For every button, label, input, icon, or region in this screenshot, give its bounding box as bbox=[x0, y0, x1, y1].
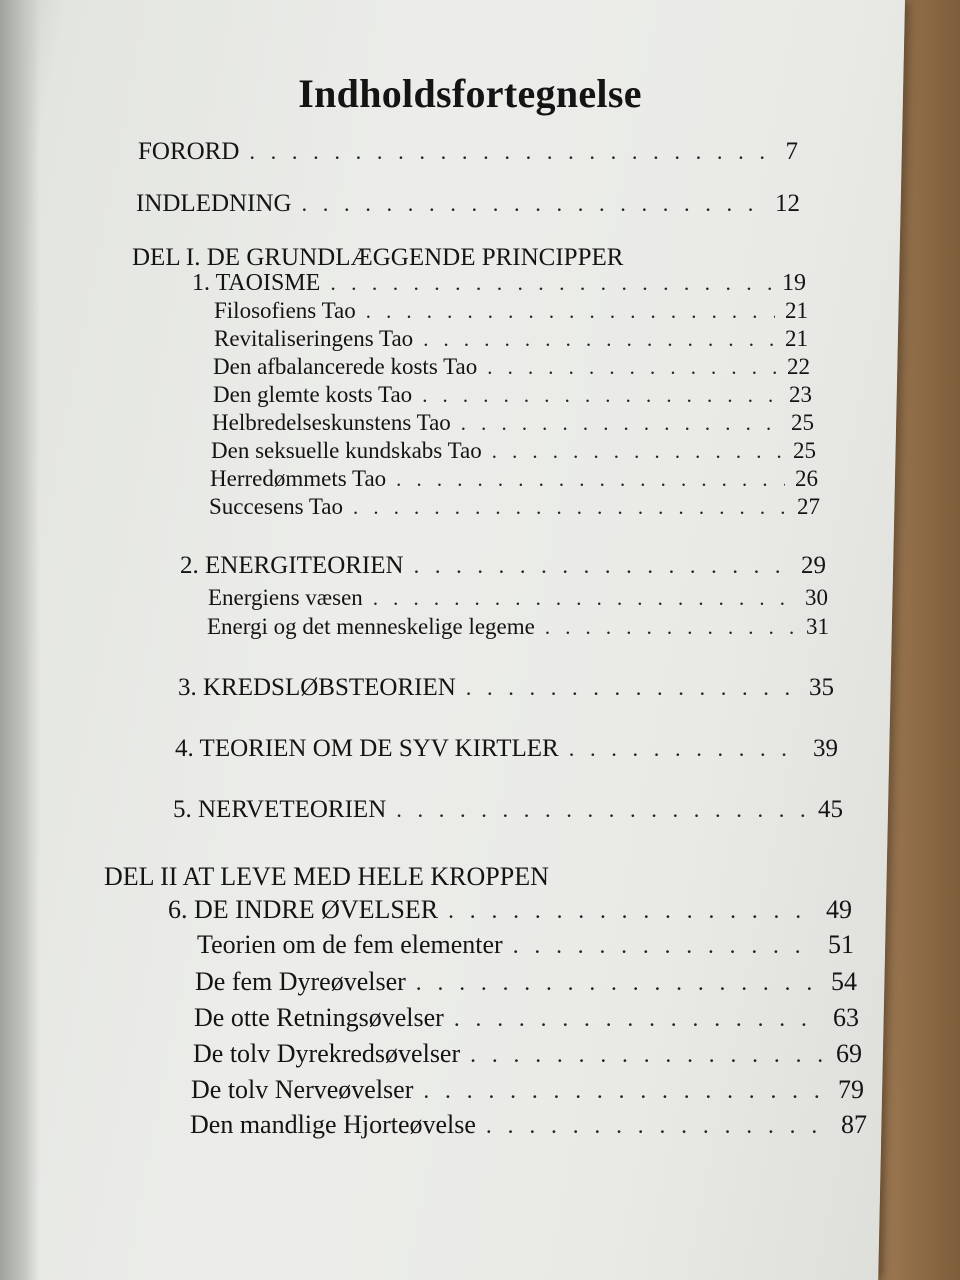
toc-entry-label: Succesens Tao bbox=[209, 494, 344, 519]
leader-dots bbox=[466, 675, 799, 701]
leader-dots bbox=[513, 933, 818, 960]
leader-dots bbox=[249, 139, 775, 165]
toc-page-number: 21 bbox=[785, 298, 808, 323]
toc-subentry bbox=[213, 382, 812, 408]
toc-page-number: 25 bbox=[791, 410, 814, 435]
toc-page-number: 26 bbox=[795, 466, 818, 491]
toc-chapter-3 bbox=[178, 674, 834, 702]
toc-page-number: 35 bbox=[809, 674, 834, 701]
toc-page-number: 19 bbox=[782, 270, 806, 296]
toc-subentry bbox=[214, 326, 808, 352]
toc-page-number: 63 bbox=[833, 1003, 859, 1032]
part-heading-2: DEL II AT LEVE MED HELE KROPPEN bbox=[104, 862, 549, 891]
leader-dots bbox=[396, 797, 808, 823]
toc-entry-label: Teorien om de fem elementer bbox=[197, 930, 503, 959]
leader-dots bbox=[330, 271, 772, 296]
toc-entry-label: 4. TEORIEN OM DE SYV KIRTLER bbox=[175, 735, 559, 762]
leader-dots bbox=[423, 329, 775, 352]
toc-entry-label: Filosofiens Tao bbox=[214, 298, 356, 323]
toc-subentry bbox=[213, 354, 810, 380]
toc-chapter-1 bbox=[192, 270, 806, 297]
leader-dots bbox=[545, 617, 796, 640]
toc-entry-label: De otte Retningsøvelser bbox=[194, 1003, 444, 1032]
toc-subentry bbox=[207, 614, 829, 640]
toc-page-number: 31 bbox=[806, 614, 829, 639]
leader-dots bbox=[486, 1113, 831, 1140]
toc-page-number: 51 bbox=[828, 930, 854, 959]
toc-subentry bbox=[190, 1110, 867, 1140]
leader-dots bbox=[302, 191, 765, 217]
toc-subentry bbox=[208, 585, 828, 611]
toc-page-number: 25 bbox=[793, 438, 816, 463]
toc-entry-label: FORORD bbox=[138, 138, 240, 165]
leader-dots bbox=[448, 898, 816, 925]
toc-subentry bbox=[193, 1039, 862, 1069]
toc-entry-label: Herredømmets Tao bbox=[210, 466, 387, 491]
leader-dots bbox=[416, 970, 821, 997]
toc-entry-label: Den seksuelle kundskabs Tao bbox=[211, 438, 482, 463]
toc-subentry bbox=[197, 930, 854, 960]
toc-subentry bbox=[194, 1003, 859, 1033]
leader-dots bbox=[396, 469, 785, 492]
leader-dots bbox=[366, 301, 775, 324]
toc-page-number: 21 bbox=[785, 326, 808, 351]
toc-entry-label: De tolv Dyrekredsøvelser bbox=[193, 1039, 461, 1068]
toc-entry-label: Den glemte kosts Tao bbox=[213, 382, 413, 407]
leader-dots bbox=[414, 553, 791, 579]
toc-page-number: 79 bbox=[838, 1075, 864, 1104]
toc-entry-label: Den afbalancerede kosts Tao bbox=[213, 354, 478, 379]
toc-entry-label: 1. TAOISME bbox=[192, 270, 321, 296]
toc-page-number: 23 bbox=[789, 382, 812, 407]
leader-dots bbox=[470, 1042, 826, 1069]
toc-entry-forord bbox=[138, 138, 798, 166]
toc-entry-label: De tolv Nerveøvelser bbox=[191, 1075, 414, 1104]
toc-entry-indledning bbox=[136, 190, 800, 218]
toc-page-number: 54 bbox=[831, 967, 857, 996]
part-heading-1: DEL I. DE GRUNDLÆGGENDE PRINCIPPER bbox=[132, 244, 624, 271]
leader-dots bbox=[461, 413, 781, 436]
leader-dots bbox=[423, 1078, 828, 1105]
toc-entry-label: 6. DE INDRE ØVELSER bbox=[168, 895, 439, 924]
leader-dots bbox=[492, 441, 783, 464]
toc-chapter-2 bbox=[180, 552, 826, 580]
toc-entry-label: Helbredelseskunstens Tao bbox=[212, 410, 451, 435]
toc-subentry bbox=[210, 466, 818, 492]
leader-dots bbox=[454, 1006, 823, 1033]
toc-subentry bbox=[212, 410, 814, 436]
toc-subentry bbox=[195, 967, 857, 997]
leader-dots bbox=[569, 736, 803, 762]
toc-entry-label: INDLEDNING bbox=[136, 190, 292, 217]
toc-page-number: 27 bbox=[797, 494, 820, 519]
toc-page-number: 30 bbox=[805, 585, 828, 610]
toc-entry-label: 2. ENERGITEORIEN bbox=[180, 552, 404, 579]
leader-dots bbox=[373, 588, 795, 611]
page-title: Indholdsfortegnelse bbox=[298, 71, 642, 116]
toc-page-number: 12 bbox=[775, 190, 800, 217]
toc-entry-label: De fem Dyreøvelser bbox=[195, 967, 406, 996]
toc-page-number: 87 bbox=[841, 1110, 867, 1139]
toc-entry-label: 3. KREDSLØBSTEORIEN bbox=[178, 674, 456, 701]
toc-entry-label: Den mandlige Hjorteøvelse bbox=[190, 1110, 476, 1139]
toc-subentry bbox=[211, 438, 816, 464]
toc-page-number: 45 bbox=[818, 796, 843, 823]
toc-entry-label: Energiens væsen bbox=[208, 585, 363, 610]
toc-page-number: 49 bbox=[826, 895, 852, 924]
toc-page-number: 29 bbox=[801, 552, 826, 579]
toc-page-number: 69 bbox=[836, 1039, 862, 1068]
leader-dots bbox=[422, 385, 779, 408]
toc-chapter-5 bbox=[173, 796, 843, 824]
toc-entry-label: Energi og det menneskelige legeme bbox=[207, 614, 535, 639]
toc-chapter-6 bbox=[168, 895, 852, 925]
toc-page-number: 22 bbox=[787, 354, 810, 379]
toc-chapter-4 bbox=[175, 735, 838, 763]
leader-dots bbox=[353, 497, 787, 520]
toc-subentry bbox=[191, 1075, 864, 1105]
toc-page-number: 7 bbox=[785, 138, 798, 165]
toc-subentry bbox=[214, 298, 808, 324]
toc-entry-label: Revitaliseringens Tao bbox=[214, 326, 414, 351]
toc-subentry bbox=[209, 494, 820, 520]
toc-entry-label: 5. NERVETEORIEN bbox=[173, 796, 387, 823]
leader-dots bbox=[487, 357, 777, 380]
toc-page-number: 39 bbox=[813, 735, 838, 762]
